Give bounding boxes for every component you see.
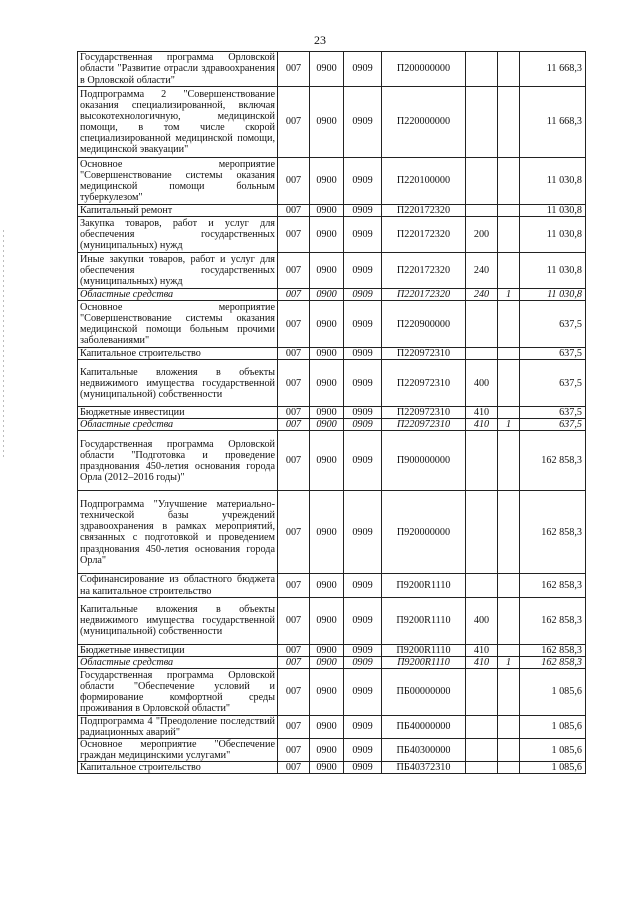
row-target-article: П920000000 [382,491,466,574]
row-ministry-code: 007 [278,574,310,597]
row-subsection-code: 0909 [344,407,382,419]
table-row [78,715,586,738]
row-target-article: ПБ40372310 [382,762,466,774]
row-expense-type [466,574,498,597]
row-amount: 637,5 [520,301,586,348]
row-name: Государственная программа Орловской области "Подготовка и проведение празднования 450-летия основания города Орла (2012–2016 годы)" [78,431,278,491]
row-expense-type [466,431,498,491]
table-row [78,739,586,762]
row-target-article: П220900000 [382,301,466,348]
row-amount: 162 858,3 [520,431,586,491]
row-expense-type [466,301,498,348]
row-name: Основное мероприятие "Совершенствование системы оказания медицинской помощи больным туберкулезом" [78,158,278,205]
row-target-article: П220172320 [382,289,466,301]
row-ministry-code: 007 [278,762,310,774]
row-expense-type: 200 [466,217,498,253]
row-subsection-code: 0909 [344,715,382,738]
row-name: Областные средства [78,289,278,301]
row-expense-type [466,205,498,217]
row-section-code: 0900 [310,205,344,217]
table-row [78,253,586,289]
row-name: Бюджетные инвестиции [78,407,278,419]
row-target-article: П220972310 [382,419,466,431]
row-expense-type: 410 [466,656,498,668]
row-expense-type [466,52,498,87]
row-amount: 11 030,8 [520,217,586,253]
budget-table [77,51,586,774]
row-funding-source [498,348,520,360]
row-target-article: П200000000 [382,52,466,87]
table-row [78,158,586,205]
row-target-article: П220172320 [382,205,466,217]
row-section-code: 0900 [310,739,344,762]
row-target-article: ПБ00000000 [382,668,466,715]
row-section-code: 0900 [310,360,344,407]
row-name: Основное мероприятие "Совершенствование системы оказания медицинской помощи больным прочими заболеваниями" [78,301,278,348]
row-target-article: П220000000 [382,87,466,158]
row-ministry-code: 007 [278,52,310,87]
page-number: 23 [314,33,326,47]
row-ministry-code: 007 [278,360,310,407]
row-amount: 162 858,3 [520,574,586,597]
row-funding-source [498,158,520,205]
row-section-code: 0900 [310,644,344,656]
table-row [78,491,586,574]
row-amount: 11 668,3 [520,87,586,158]
row-expense-type: 410 [466,407,498,419]
row-ministry-code: 007 [278,739,310,762]
row-funding-source [498,715,520,738]
table-row [78,668,586,715]
row-section-code: 0900 [310,407,344,419]
row-amount: 11 030,8 [520,289,586,301]
row-ministry-code: 007 [278,715,310,738]
row-expense-type [466,348,498,360]
row-name: Основное мероприятие "Обеспечение граждан медицинскими услугами" [78,739,278,762]
table-row [78,217,586,253]
row-ministry-code: 007 [278,668,310,715]
row-target-article: П900000000 [382,431,466,491]
row-target-article: П9200R1110 [382,656,466,668]
row-expense-type [466,715,498,738]
row-section-code: 0900 [310,348,344,360]
row-ministry-code: 007 [278,158,310,205]
row-ministry-code: 007 [278,431,310,491]
row-ministry-code: 007 [278,289,310,301]
row-target-article: П220172320 [382,253,466,289]
table-row [78,407,586,419]
row-subsection-code: 0909 [344,644,382,656]
row-subsection-code: 0909 [344,668,382,715]
row-amount: 1 085,6 [520,762,586,774]
row-ministry-code: 007 [278,644,310,656]
row-subsection-code: 0909 [344,158,382,205]
row-ministry-code: 007 [278,419,310,431]
row-expense-type [466,762,498,774]
row-expense-type [466,158,498,205]
row-funding-source [498,574,520,597]
table-body [78,52,586,774]
row-name: Софинансирование из областного бюджета на капитальное строительство [78,574,278,597]
row-name: Областные средства [78,656,278,668]
table-row [78,431,586,491]
row-name: Бюджетные инвестиции [78,644,278,656]
row-funding-source [498,491,520,574]
row-amount: 637,5 [520,419,586,431]
row-amount: 1 085,6 [520,739,586,762]
table-row [78,644,586,656]
row-subsection-code: 0909 [344,253,382,289]
row-ministry-code: 007 [278,597,310,644]
row-amount: 637,5 [520,407,586,419]
row-funding-source [498,597,520,644]
row-funding-source [498,431,520,491]
row-funding-source [498,360,520,407]
row-target-article: П220972310 [382,360,466,407]
row-ministry-code: 007 [278,205,310,217]
row-funding-source [498,739,520,762]
row-section-code: 0900 [310,52,344,87]
row-section-code: 0900 [310,574,344,597]
row-funding-source [498,762,520,774]
table-row [78,348,586,360]
row-target-article: П220972310 [382,348,466,360]
row-ministry-code: 007 [278,656,310,668]
row-ministry-code: 007 [278,301,310,348]
row-funding-source [498,407,520,419]
row-section-code: 0900 [310,762,344,774]
row-subsection-code: 0909 [344,360,382,407]
row-target-article: ПБ40000000 [382,715,466,738]
row-expense-type: 240 [466,289,498,301]
row-expense-type [466,87,498,158]
row-subsection-code: 0909 [344,574,382,597]
row-name: Областные средства [78,419,278,431]
row-subsection-code: 0909 [344,205,382,217]
row-target-article: ПБ40300000 [382,739,466,762]
row-name: Подпрограмма "Улучшение материально-технической базы учреждений здравоохранения в рамках мероприятий, связанных с подготовкой и проведением празднования 450-летия основания города Орла" [78,491,278,574]
row-amount: 162 858,3 [520,597,586,644]
row-funding-source: 1 [498,419,520,431]
table-row [78,52,586,87]
row-name: Иные закупки товаров, работ и услуг для обеспечения государственных (муниципальных) нужд [78,253,278,289]
row-funding-source [498,52,520,87]
row-name: Капитальные вложения в объекты недвижимого имущества государственной (муниципальной) собственности [78,360,278,407]
row-section-code: 0900 [310,301,344,348]
row-amount: 1 085,6 [520,668,586,715]
row-name: Капитальный ремонт [78,205,278,217]
row-amount: 11 030,8 [520,158,586,205]
row-amount: 11 030,8 [520,253,586,289]
table-row [78,419,586,431]
row-subsection-code: 0909 [344,217,382,253]
row-subsection-code: 0909 [344,348,382,360]
table-row [78,597,586,644]
row-subsection-code: 0909 [344,87,382,158]
row-funding-source: 1 [498,656,520,668]
row-section-code: 0900 [310,217,344,253]
table-row [78,574,586,597]
row-subsection-code: 0909 [344,301,382,348]
row-funding-source [498,644,520,656]
row-ministry-code: 007 [278,491,310,574]
row-amount: 162 858,3 [520,491,586,574]
row-ministry-code: 007 [278,407,310,419]
row-target-article: П220972310 [382,407,466,419]
table-row [78,289,586,301]
row-funding-source [498,668,520,715]
row-name: Капитальное строительство [78,348,278,360]
row-target-article: П9200R1110 [382,574,466,597]
row-section-code: 0900 [310,597,344,644]
row-subsection-code: 0909 [344,431,382,491]
row-amount: 162 858,3 [520,656,586,668]
row-ministry-code: 007 [278,217,310,253]
row-section-code: 0900 [310,289,344,301]
table-row [78,87,586,158]
row-expense-type: 400 [466,360,498,407]
table-row [78,205,586,217]
row-name: Капитальное строительство [78,762,278,774]
row-amount: 11 668,3 [520,52,586,87]
row-name: Государственная программа Орловской области "Развитие отрасли здравоохранения в Орловской области" [78,52,278,87]
row-amount: 11 030,8 [520,205,586,217]
row-subsection-code: 0909 [344,739,382,762]
row-name: Государственная программа Орловской области "Обеспечение условий и формирование комфортной среды проживания в Орловской области" [78,668,278,715]
row-subsection-code: 0909 [344,289,382,301]
row-expense-type [466,668,498,715]
row-expense-type: 400 [466,597,498,644]
row-expense-type [466,739,498,762]
row-expense-type: 240 [466,253,498,289]
row-name: Подпрограмма 4 "Преодоление последствий радиационных аварий" [78,715,278,738]
row-target-article: П220172320 [382,217,466,253]
row-section-code: 0900 [310,87,344,158]
row-target-article: П9200R1110 [382,597,466,644]
row-subsection-code: 0909 [344,656,382,668]
row-subsection-code: 0909 [344,597,382,644]
row-expense-type: 410 [466,644,498,656]
row-expense-type: 410 [466,419,498,431]
table-row [78,762,586,774]
row-section-code: 0900 [310,715,344,738]
table-row [78,360,586,407]
row-target-article: П220100000 [382,158,466,205]
row-target-article: П9200R1110 [382,644,466,656]
row-section-code: 0900 [310,656,344,668]
scan-edge-mark [3,230,4,460]
row-ministry-code: 007 [278,253,310,289]
row-section-code: 0900 [310,253,344,289]
row-amount: 162 858,3 [520,644,586,656]
row-amount: 1 085,6 [520,715,586,738]
row-subsection-code: 0909 [344,419,382,431]
row-section-code: 0900 [310,431,344,491]
row-funding-source [498,301,520,348]
table-row [78,301,586,348]
row-ministry-code: 007 [278,348,310,360]
row-section-code: 0900 [310,158,344,205]
row-name: Капитальные вложения в объекты недвижимого имущества государственной (муниципальной) собственности [78,597,278,644]
row-subsection-code: 0909 [344,52,382,87]
row-name: Закупка товаров, работ и услуг для обеспечения государственных (муниципальных) нужд [78,217,278,253]
row-funding-source [498,205,520,217]
row-funding-source: 1 [498,289,520,301]
row-section-code: 0900 [310,668,344,715]
row-expense-type [466,491,498,574]
row-section-code: 0900 [310,419,344,431]
row-amount: 637,5 [520,360,586,407]
row-section-code: 0900 [310,491,344,574]
row-subsection-code: 0909 [344,491,382,574]
row-amount: 637,5 [520,348,586,360]
row-funding-source [498,87,520,158]
row-ministry-code: 007 [278,87,310,158]
row-name: Подпрограмма 2 "Совершенствование оказания специализированной, включая высокотехнологичную, медицинской помощи, в том числе скорой специализированной медицинской помощи, медицинской эвакуации" [78,87,278,158]
table-row [78,656,586,668]
row-subsection-code: 0909 [344,762,382,774]
row-funding-source [498,217,520,253]
row-funding-source [498,253,520,289]
